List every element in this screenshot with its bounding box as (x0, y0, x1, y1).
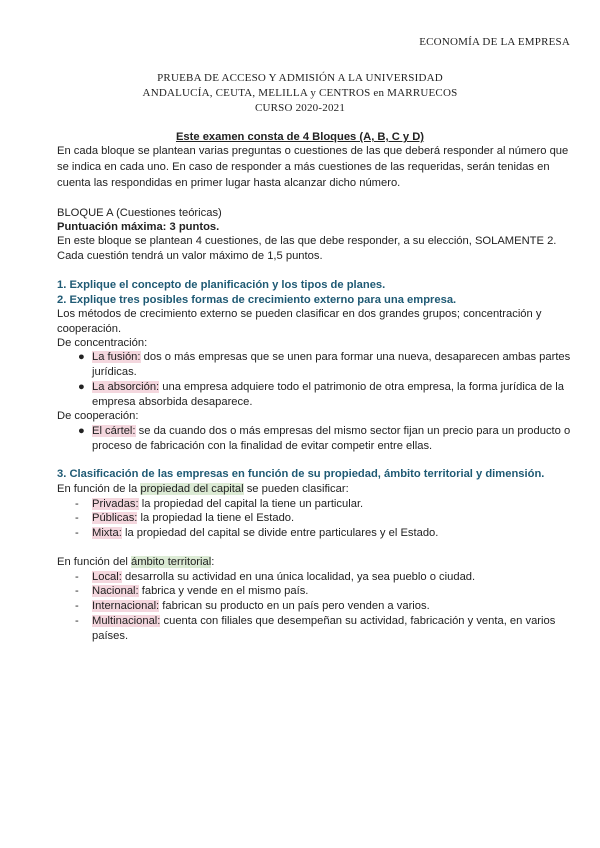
ambito-item (92, 600, 430, 612)
dash-icon: - (75, 512, 79, 524)
fusion-text-cont: jurídicas. (92, 366, 137, 378)
subject-header: ECONOMÍA DE LA EMPRESA (419, 36, 570, 48)
question-2-title: 2. Explique tres posibles formas de crecimiento externo para una empresa. (57, 294, 457, 306)
publicas-term: Públicas: (92, 512, 138, 524)
mixta-text: la propiedad del capital se divide entre particulares y el Estado. (121, 527, 439, 539)
absorcion-item (92, 381, 564, 393)
cartel-term: El cártel: (92, 425, 136, 437)
intro-line: se indica en cada uno. En caso de responder a más cuestiones de las requeridas, serán tenidas en (57, 161, 550, 173)
absorcion-text: una empresa adquiere todo el patrimonio de otra empresa, la forma jurídica de la (159, 381, 565, 393)
ambito-pre: En función del (57, 556, 132, 568)
propiedad-intro (57, 483, 349, 495)
block-a-label: BLOQUE A (Cuestiones teóricas) (57, 207, 222, 219)
cartel-text-cont: proceso de fabricación con la finalidad de evitar competir entre ellas. (92, 440, 433, 452)
ambito-post: : (211, 556, 215, 568)
concentracion-label: De concentración: (57, 337, 148, 349)
ambito-item (92, 585, 308, 597)
fusion-text: dos o más empresas que se unen para formar una nueva, desaparecen ambas partes (140, 351, 571, 363)
internacional-term: Internacional: (92, 600, 160, 612)
privadas-text: la propiedad del capital la tiene un particular. (138, 498, 364, 510)
ambito-intro (57, 556, 214, 568)
q2-intro-line: Los métodos de crecimiento externo se pueden clasificar en dos grandes grupos; concentración y (57, 308, 542, 320)
exam-title-line3: CURSO 2020-2021 (254, 102, 346, 114)
block-a-score: Puntuación máxima: 3 puntos. (57, 221, 220, 233)
fusion-item (92, 351, 570, 363)
multinacional-text: cuenta con filiales que desempeñan su actividad, fabricación y venta, en varios (160, 615, 556, 627)
propiedad-term: propiedad del capital (140, 483, 244, 495)
propiedad-item (92, 498, 363, 510)
propiedad-item (92, 527, 438, 539)
propiedad-post: se pueden clasificar: (243, 483, 349, 495)
dash-icon: - (75, 585, 79, 597)
q2-intro-line: cooperación. (57, 323, 122, 335)
dash-icon: - (75, 527, 79, 539)
ambito-item (92, 571, 475, 583)
absorcion-text-cont: empresa absorbida desaparece. (92, 396, 253, 408)
ambito-term: ámbito territorial (131, 556, 212, 568)
bullet-icon: ● (78, 425, 85, 437)
dash-icon: - (75, 615, 79, 627)
block-a-line: En este bloque se plantean 4 cuestiones, de las que debe responder, a su elección, SOLAMENTE 2. (57, 235, 557, 247)
propiedad-item (92, 512, 294, 524)
block-a-line: Cada cuestión tendrá un valor máximo de 1,5 puntos. (57, 250, 323, 262)
absorcion-term: La absorción: (92, 381, 160, 393)
local-text: desarrolla su actividad en una única localidad, ya sea pueblo o ciudad. (121, 571, 476, 583)
multinacional-text-cont: países. (92, 630, 129, 642)
internacional-text: fabrican su producto en un país pero venden a varios. (159, 600, 430, 612)
cooperacion-label: De cooperación: (57, 410, 139, 422)
intro-line: cuenta las respondidas en primer lugar hasta alcanzar dicho número. (57, 177, 401, 189)
multinacional-term: Multinacional: (92, 615, 161, 627)
exam-title-line2: ANDALUCÍA, CEUTA, MELILLA y CENTROS en MARRUECOS (142, 87, 458, 99)
nacional-text: fabrica y vende en el mismo país. (138, 585, 309, 597)
ambito-item (92, 615, 555, 627)
cartel-text: se da cuando dos o más empresas del mismo sector fijan un precio para un producto o (135, 425, 571, 437)
mixta-term: Mixta: (92, 527, 122, 539)
local-term: Local: (92, 571, 122, 583)
privadas-term: Privadas: (92, 498, 139, 510)
nacional-term: Nacional: (92, 585, 139, 597)
exam-title-line1: PRUEBA DE ACCESO Y ADMISIÓN A LA UNIVERSIDAD (157, 72, 443, 84)
publicas-text: la propiedad la tiene el Estado. (137, 512, 295, 524)
dash-icon: - (75, 571, 79, 583)
intro-line: En cada bloque se plantean varias preguntas o cuestiones de las que deberá responder al número que (57, 145, 569, 157)
propiedad-pre: En función de la (57, 483, 141, 495)
dash-icon: - (75, 600, 79, 612)
question-1: 1. Explique el concepto de planificación y los tipos de planes. (57, 279, 386, 291)
question-3-title: 3. Clasificación de las empresas en función de su propiedad, ámbito territorial y dimensión. (57, 468, 545, 480)
bullet-icon: ● (78, 381, 85, 393)
dash-icon: - (75, 498, 79, 510)
fusion-term: La fusión: (92, 351, 141, 363)
intro-heading: Este examen consta de 4 Bloques (A, B, C y D) (175, 131, 425, 143)
bullet-icon: ● (78, 351, 85, 363)
cartel-item (92, 425, 570, 437)
